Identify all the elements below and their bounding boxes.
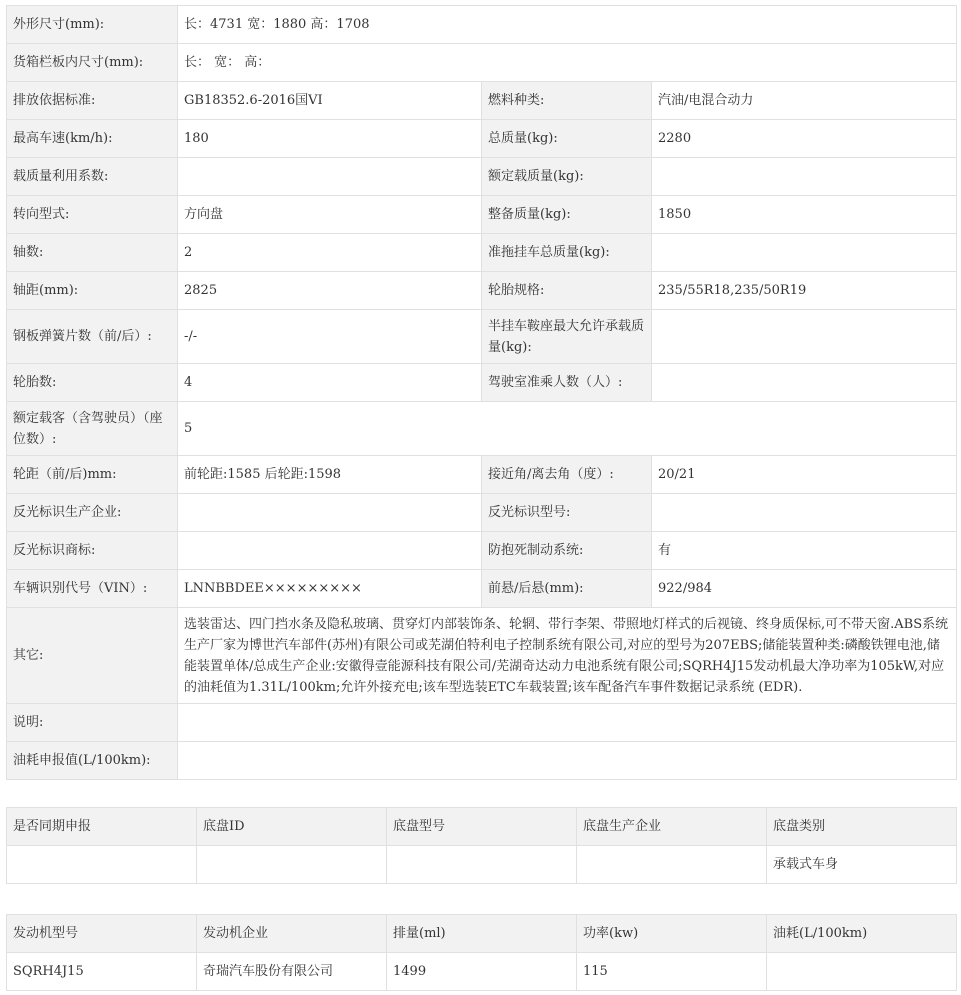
- leaf-springs-value: -/-: [178, 310, 482, 364]
- other-label: 其它:: [7, 608, 178, 704]
- chassis-header-category: 底盘类别: [767, 808, 957, 846]
- saddle-load-label: 半挂车鞍座最大允许承载质量(kg):: [482, 310, 652, 364]
- rated-passengers-value: 5: [178, 402, 957, 456]
- overhang-value: 922/984: [652, 570, 957, 608]
- spec-row-reflective: [7, 494, 957, 532]
- cab-capacity-value: [652, 364, 957, 402]
- curb-mass-value: 1850: [652, 196, 957, 234]
- engine-header-power: 功率(kw): [577, 915, 767, 953]
- rated-load-value: [652, 158, 957, 196]
- engine-table: [6, 914, 957, 991]
- engine-header-maker: 发动机企业: [197, 915, 387, 953]
- engine-power-value: 115: [577, 953, 767, 991]
- spec-row-other: [7, 608, 957, 704]
- spec-row-notes: [7, 704, 957, 742]
- chassis-id-value: [197, 846, 387, 884]
- tire-spec-label: 轮胎规格:: [482, 272, 652, 310]
- chassis-model-value: [387, 846, 577, 884]
- fuel-type-value: 汽油/电混合动力: [652, 82, 957, 120]
- spec-row-wheelbase: [7, 272, 957, 310]
- chassis-maker-value: [577, 846, 767, 884]
- steering-label: 转向型式:: [7, 196, 178, 234]
- spec-row-load: [7, 158, 957, 196]
- chassis-header-id: 底盘ID: [197, 808, 387, 846]
- engine-maker-value: 奇瑞汽车股份有限公司: [197, 953, 387, 991]
- dimensions-value: 长：4731 宽：1880 高：1708: [178, 6, 957, 44]
- spec-row-dimensions: [7, 6, 957, 44]
- chassis-header-concurrent: 是否同期申报: [7, 808, 197, 846]
- axle-count-value: 2: [178, 234, 482, 272]
- load-utilization-label: 载质量利用系数:: [7, 158, 178, 196]
- trailer-mass-value: [652, 234, 957, 272]
- engine-header-row: [7, 915, 957, 953]
- reflective-maker-value: [178, 494, 482, 532]
- notes-value: [178, 704, 957, 742]
- max-speed-value: 180: [178, 120, 482, 158]
- chassis-category-value: 承载式车身: [767, 846, 957, 884]
- spec-row-emission: [7, 82, 957, 120]
- chassis-table: [6, 807, 957, 884]
- total-mass-value: 2280: [652, 120, 957, 158]
- spec-row-abs: [7, 532, 957, 570]
- reflective-maker-label: 反光标识生产企业:: [7, 494, 178, 532]
- load-utilization-value: [178, 158, 482, 196]
- wheelbase-value: 2825: [178, 272, 482, 310]
- rated-passengers-label: 额定载客（含驾驶员）（座位数）:: [7, 402, 178, 456]
- approach-angle-label: 接近角/离去角（度）:: [482, 456, 652, 494]
- chassis-header-row: [7, 808, 957, 846]
- abs-value: 有: [652, 532, 957, 570]
- spec-row-vin: [7, 570, 957, 608]
- spec-row-track: [7, 456, 957, 494]
- spec-row-springs: [7, 310, 957, 364]
- cab-capacity-label: 驾驶室准乘人数（人）:: [482, 364, 652, 402]
- other-value: 选装雷达、四门挡水条及隐私玻璃、贯穿灯内部装饰条、轮辋、带行李架、带照地灯样式的后视镜、终身质保标,可不带天窗.ABS系统生产厂家为博世汽车部件(苏州)有限公司或芜湖伯特利电子控制系统有限公司,对应的型号为207EBS;储能装置种类:磷酸铁锂电池,储能装置单体/总成生产企业:安徽得壹能源科技有限公司/芜湖奇达动力电池系统有限公司;SQRH4J15发动机最大净功率为105kW,对应的油耗值为1.31L/100km;允许外接充电;该车型选装ETC车载装置;该车配备汽车事件数据记录系统 (EDR).: [178, 608, 957, 704]
- chassis-header-maker: 底盘生产企业: [577, 808, 767, 846]
- vehicle-spec-table: [6, 5, 957, 780]
- fuel-type-label: 燃料种类:: [482, 82, 652, 120]
- wheelbase-label: 轴距(mm):: [7, 272, 178, 310]
- curb-mass-label: 整备质量(kg):: [482, 196, 652, 234]
- spec-row-steering: [7, 196, 957, 234]
- spec-row-fuel-consumption: [7, 742, 957, 780]
- overhang-label: 前悬/后悬(mm):: [482, 570, 652, 608]
- engine-model-value: SQRH4J15: [7, 953, 197, 991]
- emission-standard-label: 排放依据标准:: [7, 82, 178, 120]
- fuel-consumption-value: [178, 742, 957, 780]
- notes-label: 说明:: [7, 704, 178, 742]
- max-speed-label: 最高车速(km/h):: [7, 120, 178, 158]
- spec-row-seats: [7, 402, 957, 456]
- table-row: [7, 846, 957, 884]
- table-row: [7, 953, 957, 991]
- spec-row-speed: [7, 120, 957, 158]
- tire-count-label: 轮胎数:: [7, 364, 178, 402]
- reflective-model-value: [652, 494, 957, 532]
- steering-value: 方向盘: [178, 196, 482, 234]
- approach-angle-value: 20/21: [652, 456, 957, 494]
- abs-label: 防抱死制动系统:: [482, 532, 652, 570]
- leaf-springs-label: 钢板弹簧片数（前/后）:: [7, 310, 178, 364]
- dimensions-label: 外形尺寸(mm):: [7, 6, 178, 44]
- reflective-brand-value: [178, 532, 482, 570]
- chassis-header-model: 底盘型号: [387, 808, 577, 846]
- reflective-model-label: 反光标识型号:: [482, 494, 652, 532]
- track-width-value: 前轮距:1585 后轮距:1598: [178, 456, 482, 494]
- rated-load-label: 额定载质量(kg):: [482, 158, 652, 196]
- vin-value: LNNBBDEE×××××××××: [178, 570, 482, 608]
- engine-fuel-value: [767, 953, 957, 991]
- trailer-mass-label: 准拖挂车总质量(kg):: [482, 234, 652, 272]
- engine-header-model: 发动机型号: [7, 915, 197, 953]
- spec-row-tires: [7, 364, 957, 402]
- emission-standard-value: GB18352.6-2016国VI: [178, 82, 482, 120]
- cargo-dimensions-value: 长： 宽： 高：: [178, 44, 957, 82]
- fuel-consumption-label: 油耗申报值(L/100km):: [7, 742, 178, 780]
- engine-header-fuel: 油耗(L/100km): [767, 915, 957, 953]
- reflective-brand-label: 反光标识商标:: [7, 532, 178, 570]
- total-mass-label: 总质量(kg):: [482, 120, 652, 158]
- track-width-label: 轮距（前/后)mm:: [7, 456, 178, 494]
- tire-spec-value: 235/55R18,235/50R19: [652, 272, 957, 310]
- engine-header-displacement: 排量(ml): [387, 915, 577, 953]
- engine-displacement-value: 1499: [387, 953, 577, 991]
- saddle-load-value: [652, 310, 957, 364]
- vin-label: 车辆识别代号（VIN）:: [7, 570, 178, 608]
- axle-count-label: 轴数:: [7, 234, 178, 272]
- spec-row-cargo-dimensions: [7, 44, 957, 82]
- cargo-dimensions-label: 货箱栏板内尺寸(mm):: [7, 44, 178, 82]
- chassis-concurrent-value: [7, 846, 197, 884]
- tire-count-value: 4: [178, 364, 482, 402]
- spec-row-axles: [7, 234, 957, 272]
